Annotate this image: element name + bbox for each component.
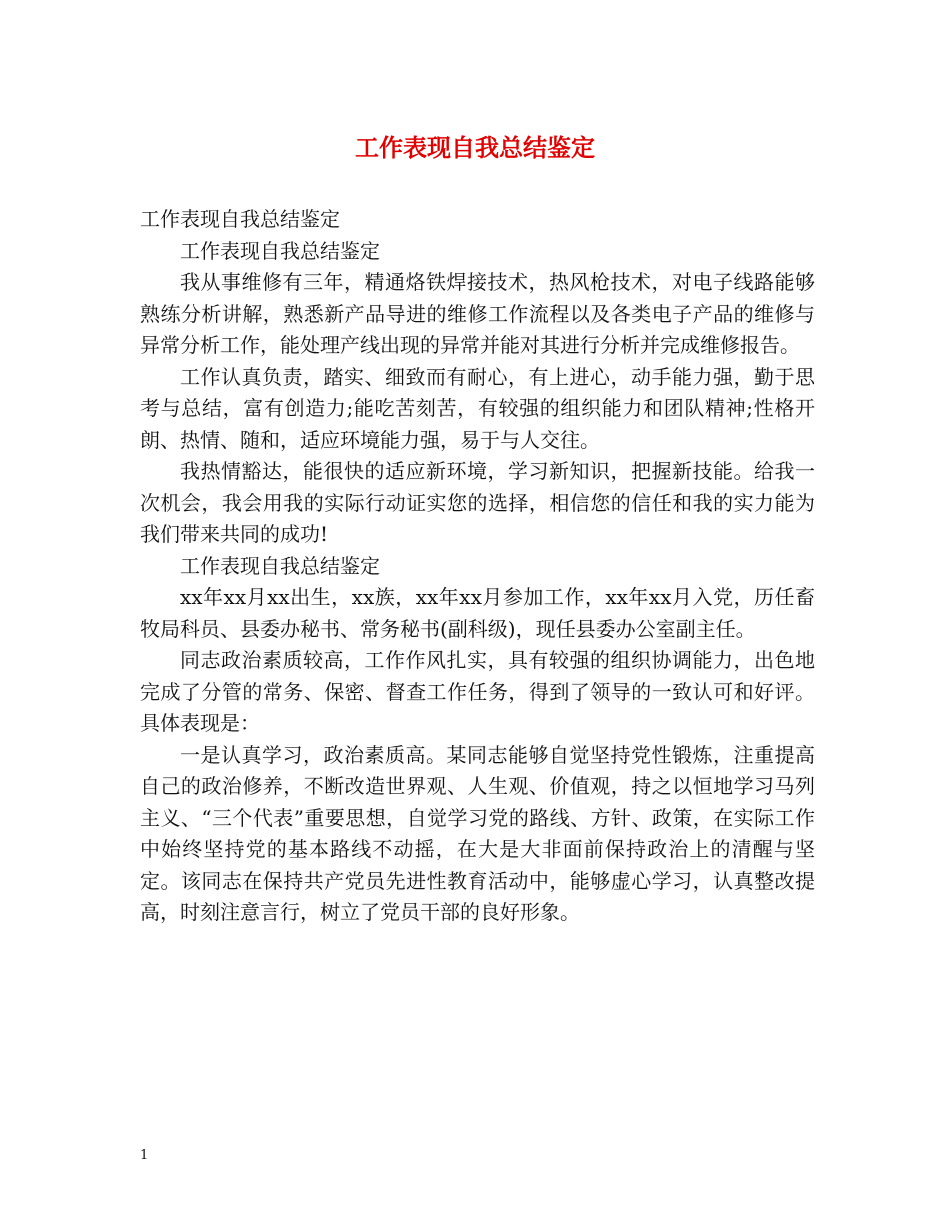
paragraph: 一是认真学习，政治素质高。某同志能够自觉坚持党性锻炼，注重提高自己的政治修养，不断改造世界观、人生观、价值观，持之以恒地学习马列主义、“三个代表”重要思想，自觉学习党的路线、方针、政策，在实际工作中始终坚持党的基本路线不动摇，在大是大非面前保持政治上的清醒与坚定。该同志在保持共产党员先进性教育活动中，能够虚心学习，认真整改提高，时刻注意言行，树立了党员干部的良好形象。 [140,742,815,924]
paragraph: xx年xx月xx出生，xx族，xx年xx月参加工作，xx年xx月入党，历任畜牧局科员、县委办秘书、常务秘书(副科级)，现任县委办公室副主任。 [140,585,815,641]
document-title: 工作表现自我总结鉴定 [355,133,595,162]
paragraph-subheading: 工作表现自我总结鉴定 [180,238,380,263]
page-number: 1 [140,1148,149,1163]
paragraph-subheading: 工作表现自我总结鉴定 [180,553,380,578]
paragraph: 我热情豁达，能很快的适应新环境，学习新知识，把握新技能。给我一次机会，我会用我的实际行动证实您的选择，相信您的信任和我的实力能为我们带来共同的成功! [140,459,815,546]
paragraph: 同志政治素质较高，工作作风扎实，具有较强的组织协调能力，出色地完成了分管的常务、保密、督查工作任务，得到了领导的一致认可和好评。具体表现是： [140,648,815,735]
paragraph: 工作认真负责，踏实、细致而有耐心，有上进心，动手能力强，勤于思考与总结，富有创造力;能吃苦刻苦，有较强的组织能力和团队精神;性格开朗、热情、随和，适应环境能力强，易于与人交往。 [140,364,815,452]
paragraph-heading: 工作表现自我总结鉴定 [140,207,340,231]
paragraph: 我从事维修有三年，精通烙铁焊接技术，热风枪技术，对电子线路能够熟练分析讲解，熟悉新产品导进的维修工作流程以及各类电子产品的维修与异常分析工作，能处理产线出现的异常并能对其进行分析并完成维修报告。 [140,270,815,357]
document-body [140,204,815,929]
